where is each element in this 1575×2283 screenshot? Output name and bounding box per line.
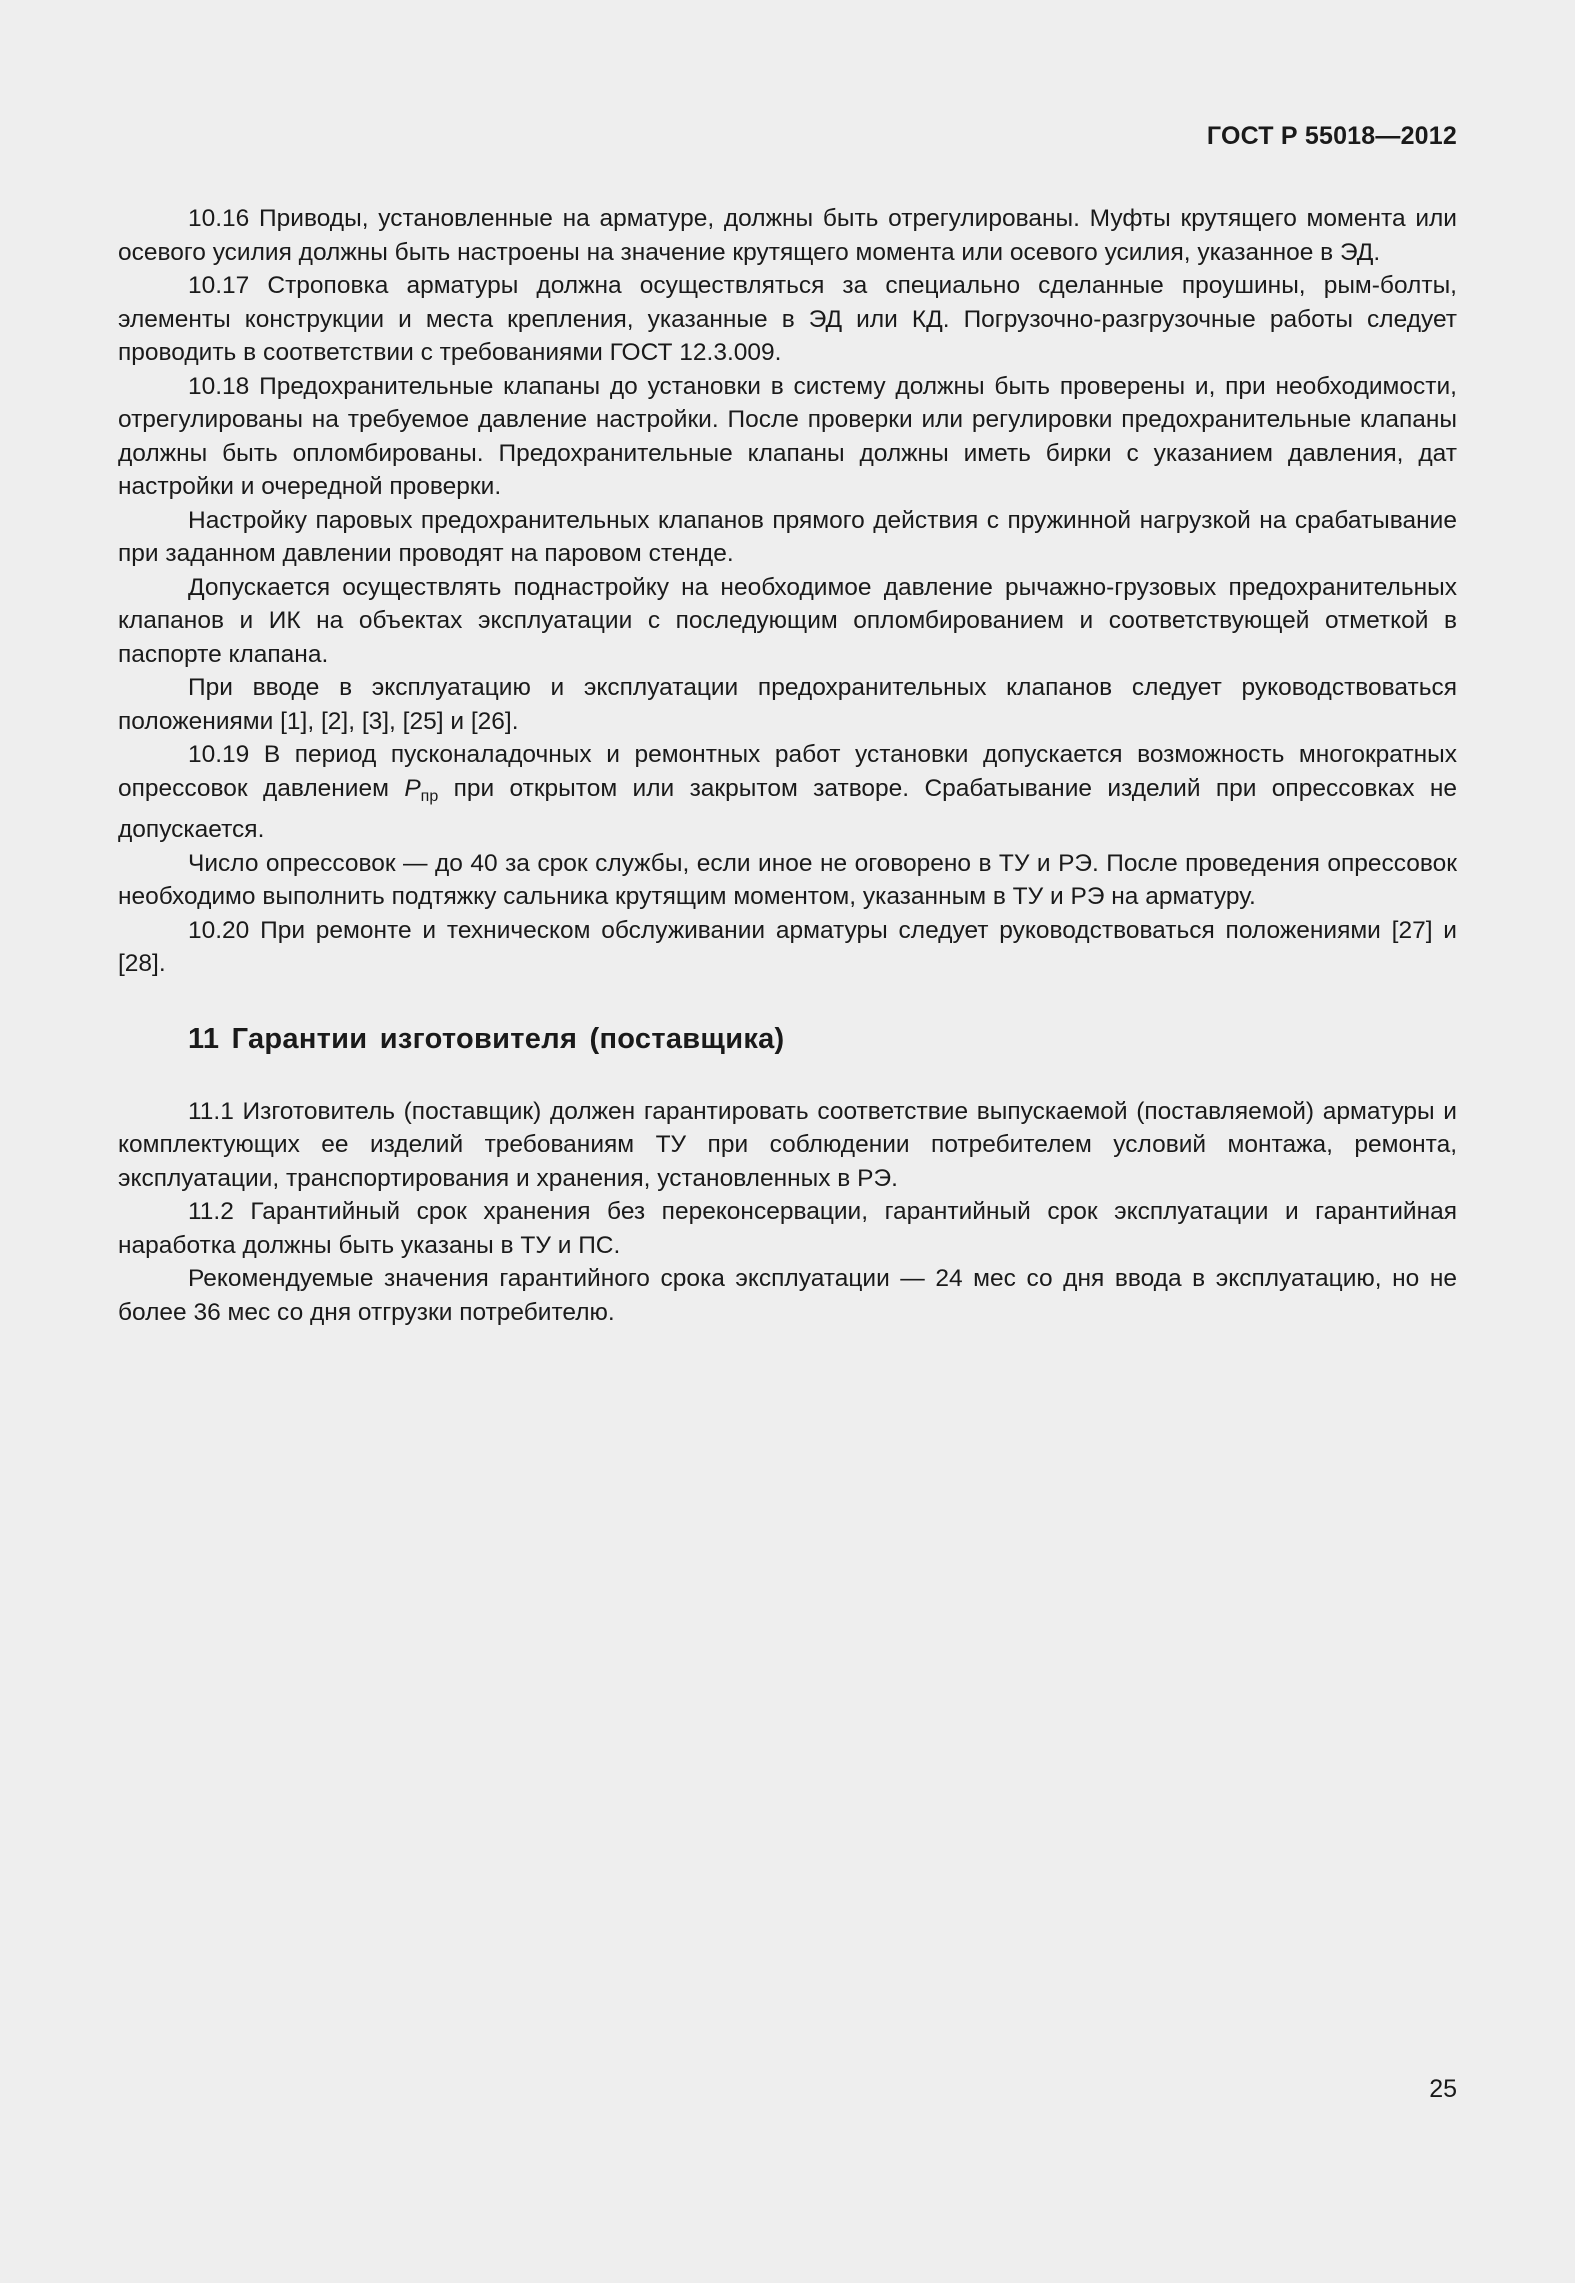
paragraph-11-1: 11.1 Изготовитель (поставщик) должен гарантировать соответствие выпускаемой (поставляемой) арматуры и комплектующих ее изделий требованиям ТУ при соблюдении потребителем условий монтажа, ремонта, эксплуатации, транспортирования и хранения, установленных в РЭ. bbox=[118, 1097, 1457, 1192]
pressure-symbol: P bbox=[404, 774, 421, 802]
paragraph-10-17: 10.17 Строповка арматуры должна осуществляться за специально сделанные проушины, рым-болты, элементы конструкции и места крепления, указанные в ЭД или КД. Погрузочно-разгрузочные работы следует проводить в соответствии с требованиями ГОСТ 12.3.009. bbox=[118, 272, 1457, 366]
paragraph-pressure-tests-count: Число опрессовок — до 40 за срок службы, если иное не оговорено в ТУ и РЭ. После проведения опрессовок необходимо выполнить подтяжку сальника крутящим моментом, указанным в ТУ и РЭ на арматуру. bbox=[118, 849, 1457, 910]
paragraph-11-2: 11.2 Гарантийный срок хранения без переконсервации, гарантийный срок эксплуатации и гарантийная наработка должны быть указаны в ТУ и ПС. bbox=[118, 1198, 1457, 1259]
paragraph-10-20: 10.20 При ремонте и техническом обслуживании арматуры следует руководствоваться положениями [27] и [28]. bbox=[118, 916, 1457, 977]
paragraph-10-18: 10.18 Предохранительные клапаны до установки в систему должны быть проверены и, при необходимости, отрегулированы на требуемое давление настройки. После проверки или регулировки предохранительные клапаны должны быть опломбированы. Предохранительные клапаны должны иметь бирки с указанием давления, дат настройки и очередной проверки. bbox=[118, 372, 1457, 500]
paragraph-adjustment: Допускается осуществлять поднастройку на необходимое давление рычажно-грузовых предохранительных клапанов и ИК на объектах эксплуатации с последующим опломбированием и соответствующей отметкой в паспорте клапана. bbox=[118, 573, 1457, 668]
paragraph-10-19 bbox=[118, 738, 1457, 847]
section-11-title: 11 Гарантии изготовителя (поставщика) bbox=[188, 1022, 785, 1055]
paragraph-operation: При вводе в эксплуатацию и эксплуатации предохранительных клапанов следует руководствоваться положениями [1], [2], [3], [25] и [26]. bbox=[118, 674, 1457, 735]
document-code-header: ГОСТ Р 55018—2012 bbox=[1206, 122, 1457, 150]
pressure-subscript: пр bbox=[420, 787, 439, 805]
paragraph-steam-valves: Настройку паровых предохранительных клапанов прямого действия с пружинной нагрузкой на срабатывание при заданном давлении проводят на паровом стенде. bbox=[118, 506, 1457, 567]
paragraph-10-19-text-before: 10.19 В период пусконаладочных и ремонтных работ установки допускается возможность многократных опрессовок давлением bbox=[118, 741, 1457, 802]
paragraph-10-19-text-after: при открытом или закрытом затворе. Срабатывание изделий при опрессовках не допускается. bbox=[118, 774, 1457, 843]
document-body bbox=[118, 202, 1457, 1329]
paragraph-recommended-values: Рекомендуемые значения гарантийного срока эксплуатации — 24 мес со дня ввода в эксплуатацию, но не более 36 мес со дня отгрузки потребителю. bbox=[118, 1265, 1457, 1326]
page-number: 25 bbox=[1429, 2075, 1457, 2103]
paragraph-10-16: 10.16 Приводы, установленные на арматуре, должны быть отрегулированы. Муфты крутящего момента или осевого усилия должны быть настроены на значение крутящего момента или осевого усилия, указанное в ЭД. bbox=[118, 205, 1457, 266]
